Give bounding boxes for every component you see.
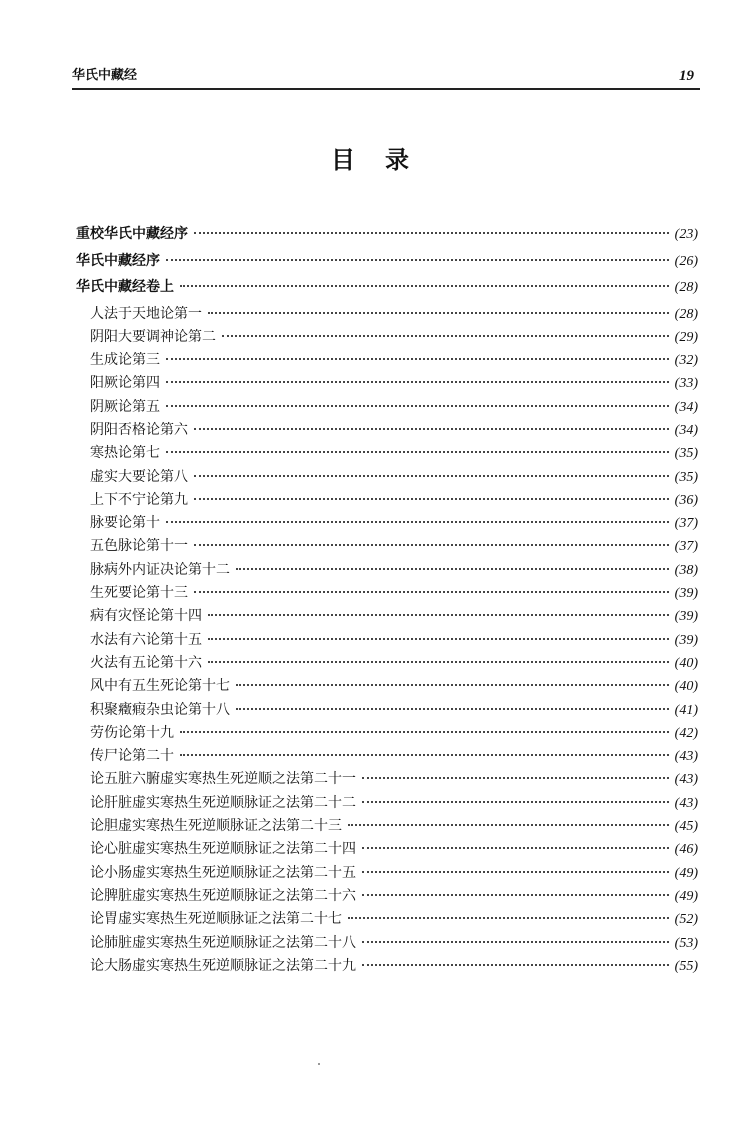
toc-entry bbox=[76, 535, 698, 558]
toc-entry-page: (32) bbox=[674, 353, 698, 369]
dot-leader bbox=[362, 894, 669, 896]
toc-entry bbox=[76, 955, 698, 978]
toc-entry-title: 风中有五生死论第十七 bbox=[90, 678, 230, 695]
toc-entry-page: (34) bbox=[674, 422, 698, 438]
dot-leader bbox=[194, 591, 669, 593]
dot-leader bbox=[236, 568, 669, 570]
dot-leader bbox=[348, 917, 669, 919]
toc-entry bbox=[76, 349, 698, 372]
toc-entry-title: 寒热论第七 bbox=[90, 445, 160, 462]
toc-entry-title: 论大肠虚实寒热生死逆顺脉证之法第二十九 bbox=[90, 957, 356, 974]
page-number: 19 bbox=[679, 68, 694, 84]
toc-entry-page: (46) bbox=[674, 842, 698, 858]
dot-leader bbox=[166, 405, 669, 407]
dot-leader bbox=[362, 941, 669, 943]
toc-entry bbox=[76, 582, 698, 605]
toc-entry-title: 论小肠虚实寒热生死逆顺脉证之法第二十五 bbox=[90, 864, 356, 881]
toc-entry bbox=[76, 559, 698, 582]
dot-leader bbox=[362, 847, 669, 849]
toc-entry-page: (29) bbox=[674, 329, 698, 345]
toc-entry-title: 华氏中藏经序 bbox=[76, 252, 160, 269]
toc-entry bbox=[76, 699, 698, 722]
toc-entry-page: (33) bbox=[674, 376, 698, 392]
running-title: 华氏中藏经 bbox=[72, 68, 138, 83]
dot-leader bbox=[166, 358, 669, 360]
toc-entry-page: (40) bbox=[674, 679, 698, 695]
toc-sub-entries bbox=[76, 303, 698, 979]
toc-entry bbox=[76, 675, 698, 698]
toc-entry-title: 论肝脏虚实寒热生死逆顺脉证之法第二十二 bbox=[90, 794, 356, 811]
toc-entry bbox=[76, 629, 698, 652]
toc-entry-title: 论五脏六腑虚实寒热生死逆顺之法第二十一 bbox=[90, 771, 356, 788]
toc-entry-page: (34) bbox=[674, 399, 698, 415]
toc-entry-title: 病有灾怪论第十四 bbox=[90, 608, 202, 625]
toc-entry-page: (45) bbox=[674, 819, 698, 835]
toc-entry-page: (39) bbox=[674, 609, 698, 625]
toc-entry bbox=[76, 396, 698, 419]
toc-entry bbox=[76, 372, 698, 395]
dot-leader bbox=[222, 335, 669, 337]
dot-leader bbox=[208, 638, 669, 640]
dot-leader bbox=[208, 661, 669, 663]
toc-entry-title: 生死要论第十三 bbox=[90, 585, 188, 602]
toc-entry bbox=[76, 466, 698, 489]
toc-entry-title: 火法有五论第十六 bbox=[90, 654, 202, 671]
scan-speck bbox=[318, 1063, 320, 1065]
toc-entry-title: 论肺脏虚实寒热生死逆顺脉证之法第二十八 bbox=[90, 934, 356, 951]
toc-entry-title: 人法于天地论第一 bbox=[90, 305, 202, 322]
toc-entry-title: 阴阳大要调神论第二 bbox=[90, 328, 216, 345]
toc-entry bbox=[76, 250, 698, 277]
toc-entry bbox=[76, 512, 698, 535]
dot-leader bbox=[180, 754, 669, 756]
toc-entry-title: 五色脉论第十一 bbox=[90, 538, 188, 555]
toc-entry bbox=[76, 489, 698, 512]
toc-entry bbox=[76, 885, 698, 908]
toc-entry-page: (37) bbox=[674, 539, 698, 555]
toc-entry-title: 劳伤论第十九 bbox=[90, 724, 174, 741]
toc-entry-title: 阳厥论第四 bbox=[90, 375, 160, 392]
toc-entry bbox=[76, 838, 698, 861]
toc-entry bbox=[76, 442, 698, 465]
dot-leader bbox=[208, 312, 669, 314]
toc-entry bbox=[76, 792, 698, 815]
dot-leader bbox=[194, 475, 669, 477]
toc-entry bbox=[76, 326, 698, 349]
toc-entry bbox=[76, 768, 698, 791]
toc-entry-title: 论脾脏虚实寒热生死逆顺脉证之法第二十六 bbox=[90, 887, 356, 904]
toc-entry-page: (43) bbox=[674, 795, 698, 811]
dot-leader bbox=[166, 381, 669, 383]
toc-entry bbox=[76, 815, 698, 838]
dot-leader bbox=[194, 498, 669, 500]
toc-entry-title: 论胃虚实寒热生死逆顺脉证之法第二十七 bbox=[90, 911, 342, 928]
toc-entry-page: (28) bbox=[674, 280, 698, 295]
toc-entry bbox=[76, 303, 698, 326]
toc-entry-title: 传尸论第二十 bbox=[90, 748, 174, 765]
toc-entry-title: 上下不宁论第九 bbox=[90, 491, 188, 508]
toc-entry bbox=[76, 745, 698, 768]
dot-leader bbox=[236, 684, 669, 686]
toc-entry-page: (52) bbox=[674, 912, 698, 928]
toc-entry-page: (49) bbox=[674, 865, 698, 881]
toc-entry-page: (26) bbox=[674, 253, 698, 269]
dot-leader bbox=[166, 451, 669, 453]
toc-entry-title: 水法有六论第十五 bbox=[90, 631, 202, 648]
dot-leader bbox=[166, 259, 669, 261]
page-header bbox=[72, 66, 700, 90]
toc-entry bbox=[76, 419, 698, 442]
dot-leader bbox=[236, 708, 669, 710]
toc-entry-page: (35) bbox=[674, 469, 698, 485]
toc-entry-title: 积聚癥瘕杂虫论第十八 bbox=[90, 701, 230, 718]
toc-entry bbox=[76, 722, 698, 745]
toc-entry-title: 重校华氏中藏经序 bbox=[76, 226, 188, 242]
toc-heading: 目录 bbox=[331, 145, 439, 174]
toc-entry-page: (37) bbox=[674, 516, 698, 532]
toc-entry-title: 脉要论第十 bbox=[90, 515, 160, 532]
toc-entry-title: 脉病外内证决论第十二 bbox=[90, 561, 230, 578]
toc-entry bbox=[76, 276, 698, 303]
toc-entry bbox=[76, 223, 698, 250]
toc-entry-title: 论心脏虚实寒热生死逆顺脉证之法第二十四 bbox=[90, 841, 356, 858]
toc-entry-page: (23) bbox=[674, 227, 698, 242]
dot-leader bbox=[166, 521, 669, 523]
dot-leader bbox=[194, 232, 669, 234]
dot-leader bbox=[362, 964, 669, 966]
toc-entry-page: (42) bbox=[674, 725, 698, 741]
toc-entry-page: (43) bbox=[674, 772, 698, 788]
dot-leader bbox=[180, 731, 669, 733]
dot-leader bbox=[362, 871, 669, 873]
dot-leader bbox=[194, 544, 669, 546]
dot-leader bbox=[348, 824, 669, 826]
dot-leader bbox=[362, 801, 669, 803]
dot-leader bbox=[194, 428, 669, 430]
toc-entry-page: (35) bbox=[674, 446, 698, 462]
dot-leader bbox=[180, 285, 669, 287]
toc-entry-page: (53) bbox=[674, 935, 698, 951]
toc-entry-page: (55) bbox=[674, 958, 698, 974]
toc-entry-page: (40) bbox=[674, 655, 698, 671]
toc-entry-page: (36) bbox=[674, 492, 698, 508]
toc-entry-page: (39) bbox=[674, 586, 698, 602]
toc-entry bbox=[76, 908, 698, 931]
toc-entry-title: 虚实大要论第八 bbox=[90, 468, 188, 485]
toc-entry bbox=[76, 932, 698, 955]
toc-entry-title: 论胆虚实寒热生死逆顺脉证之法第二十三 bbox=[90, 818, 342, 835]
toc-entry-page: (39) bbox=[674, 632, 698, 648]
toc-entry-page: (43) bbox=[674, 749, 698, 765]
table-of-contents bbox=[76, 223, 698, 978]
toc-entry-page: (41) bbox=[674, 702, 698, 718]
dot-leader bbox=[362, 777, 669, 779]
toc-entry-page: (28) bbox=[674, 306, 698, 322]
dot-leader bbox=[208, 614, 669, 616]
toc-entry-title: 阴厥论第五 bbox=[90, 398, 160, 415]
toc-entry-page: (49) bbox=[674, 888, 698, 904]
toc-entry bbox=[76, 862, 698, 885]
toc-entry-title: 阴阳否格论第六 bbox=[90, 421, 188, 438]
toc-entry bbox=[76, 605, 698, 628]
toc-entry-page: (38) bbox=[674, 562, 698, 578]
toc-entry bbox=[76, 652, 698, 675]
toc-entry-title: 华氏中藏经卷上 bbox=[76, 279, 174, 295]
toc-entry-title: 生成论第三 bbox=[90, 352, 160, 369]
